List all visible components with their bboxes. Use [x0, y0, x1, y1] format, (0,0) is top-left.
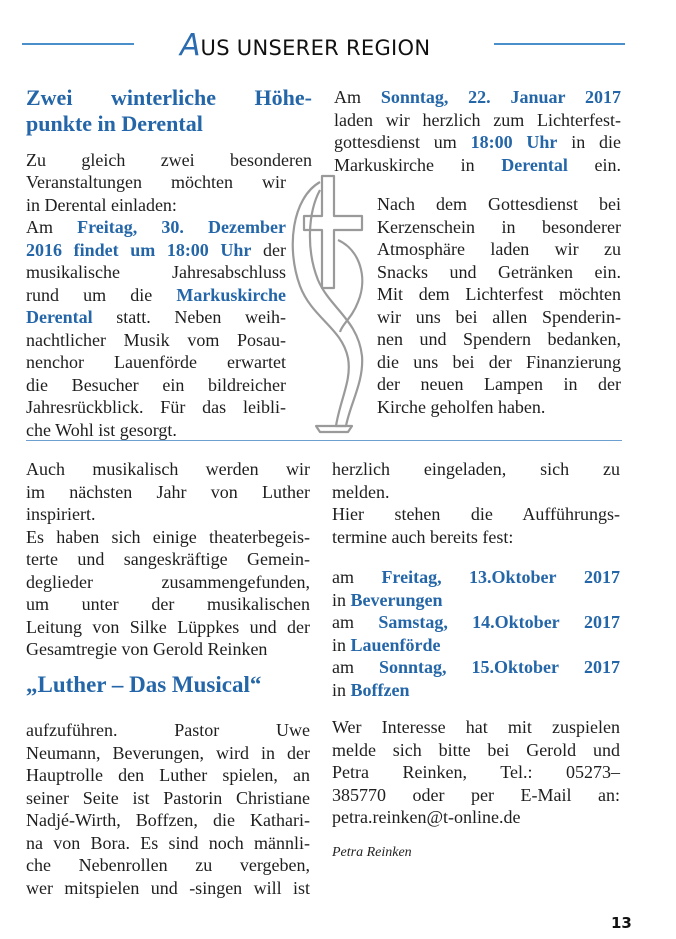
- text-line: in Derental einladen:: [26, 194, 177, 215]
- text-line: Jahresrückblick. Für das leibli-: [26, 397, 286, 417]
- article-heading-line1: Zwei winterliche Höhe-: [26, 85, 312, 110]
- text-line: [334, 131, 621, 154]
- text-line: [26, 239, 286, 262]
- text-line: [26, 216, 286, 239]
- text-line: im nächsten Jahr von Luther: [26, 481, 310, 502]
- highlight-place: Markuskirche: [176, 284, 286, 305]
- text-line: nenchor Lauenförde erwartet: [26, 352, 286, 372]
- article-sunday: [334, 86, 621, 176]
- luther-invite: [332, 458, 620, 548]
- text-line: termine auch bereits fest:: [332, 526, 514, 547]
- text-line: Kirche geholfen haben.: [377, 396, 546, 417]
- text-line: che Wohl ist gesorgt.: [26, 419, 177, 440]
- text-line: Zu gleich zwei besonderen: [26, 150, 312, 170]
- text-span: Am: [26, 217, 78, 237]
- page-number: 13: [611, 914, 632, 932]
- text-line: um unter der musikalischen: [26, 594, 310, 614]
- text-span: in die: [557, 132, 621, 152]
- text-line: laden wir herzlich zum Lichterfest-: [334, 109, 621, 130]
- text-line: Hauptrolle den Luther spielen, an: [26, 765, 310, 785]
- text-line: [26, 284, 286, 307]
- header-rule-left: [22, 43, 134, 45]
- luther-intro: [26, 458, 310, 661]
- text-line: 385770 oder per E-Mail an:: [332, 784, 620, 805]
- text-span: rund um die: [26, 284, 177, 305]
- text-line: Gesamtregie von Gerold Reinken: [26, 639, 268, 659]
- luther-cast: [26, 719, 310, 899]
- highlight-date: Sonntag, 22. Januar 2017: [380, 87, 622, 107]
- text-line: che Nebenrollen zu vergeben,: [26, 855, 310, 875]
- text-line: seiner Seite ist Pastorin Christiane: [26, 787, 310, 808]
- text-line: nen und Spendern bedanken,: [377, 329, 621, 349]
- text-span: am: [332, 567, 354, 587]
- text-line: nachtlicher Musik vom Posau-: [26, 329, 286, 350]
- highlight-place: Derental: [26, 307, 93, 327]
- header-rule-right: [494, 43, 625, 45]
- text-span: in: [332, 589, 351, 610]
- text-line: melden.: [332, 481, 390, 502]
- musical-title: „Luther – Das Musical“: [26, 672, 262, 697]
- text-line: Leitung von Silke Lüppkes und der: [26, 616, 310, 637]
- text-line: [26, 306, 286, 329]
- text-span: statt. Neben weih-: [92, 307, 286, 327]
- highlight-year: 2017: [583, 567, 620, 587]
- text-line: Es haben sich einige theaterbegeis-: [26, 526, 310, 547]
- article-concert: [26, 171, 286, 441]
- highlight-date: 15.Oktober: [471, 657, 559, 677]
- email-link[interactable]: petra.reinken@t-online.de: [332, 807, 521, 827]
- text-line: musikalische Jahresabschluss: [26, 262, 286, 282]
- text-line: Neumann, Beverungen, wird in der: [26, 742, 310, 763]
- text-line: Nadjé-Wirth, Boffzen, die Kathari-: [26, 810, 310, 830]
- text-line: Mit dem Lichterfest möchten: [377, 284, 621, 304]
- text-line: herzlich eingeladen, sich zu: [332, 459, 620, 479]
- text-span: am: [332, 657, 354, 677]
- highlight-place: Lauenförde: [350, 634, 441, 655]
- article-heading: [26, 85, 312, 137]
- text-line: aufzuführen. Pastor Uwe: [26, 720, 310, 740]
- highlight-day: Sonntag,: [378, 657, 447, 677]
- highlight-year: 2017: [583, 657, 620, 677]
- text-span: Markuskirche in: [334, 154, 502, 175]
- highlight-place: Boffzen: [350, 679, 410, 700]
- date-row: [332, 656, 620, 679]
- text-line: inspiriert.: [26, 504, 96, 524]
- section-divider: [26, 440, 622, 441]
- text-line: Nach dem Gottesdienst bei: [377, 194, 621, 214]
- text-line: [334, 86, 621, 109]
- text-span: gottesdienst um: [334, 132, 471, 152]
- highlight-place: Beverungen: [350, 589, 443, 610]
- text-line: Kerzenschein in besonderer: [377, 216, 621, 237]
- text-span: in: [332, 679, 351, 700]
- contact-info: [332, 716, 620, 829]
- text-line: Hier stehen die Aufführungs-: [332, 504, 620, 524]
- text-span: der: [251, 239, 287, 260]
- highlight-place: Derental: [501, 154, 568, 175]
- text-line: die Besucher ein bildreicher: [26, 374, 286, 395]
- performance-dates: [332, 566, 620, 701]
- highlight-date: Freitag, 30. Dezember: [77, 217, 287, 237]
- text-span: ein.: [567, 154, 621, 175]
- date-place: [332, 589, 620, 612]
- text-line: Petra Reinken, Tel.: 05273–: [332, 762, 620, 782]
- text-span: in: [332, 634, 351, 655]
- highlight-date: 13.Oktober: [469, 567, 557, 587]
- text-line: [334, 154, 621, 177]
- highlight-time: 18:00 Uhr: [470, 132, 558, 152]
- text-line: der neuen Lampen in der: [377, 374, 621, 394]
- text-span: Am: [334, 87, 381, 107]
- text-line: die uns bei der Finanzierung: [377, 351, 621, 372]
- text-span: am: [332, 612, 354, 632]
- text-line: Atmosphäre laden wir zu: [377, 239, 621, 259]
- highlight-day: Freitag,: [381, 567, 442, 587]
- highlight-year: 2017: [584, 612, 620, 632]
- section-header-initial: A: [180, 28, 201, 63]
- section-header: [180, 28, 430, 63]
- highlight-time: 2016 findet um 18:00 Uhr: [26, 239, 252, 260]
- author-signature: Petra Reinken: [332, 845, 412, 860]
- text-line: wer mitspielen und -singen will ist: [26, 877, 310, 898]
- text-line: wir uns bei allen Spenderin-: [377, 306, 621, 327]
- text-line: deglieder zusammengefunden,: [26, 571, 310, 592]
- date-row: [332, 611, 620, 634]
- section-header-title: US UNSERER REGION: [200, 36, 431, 60]
- text-line: terte und sangeskräftige Gemein-: [26, 549, 310, 569]
- highlight-date: 14.Oktober: [472, 612, 560, 632]
- cross-logo-icon: [282, 168, 382, 436]
- date-row: [332, 566, 620, 589]
- text-line: Auch musikalisch werden wir: [26, 459, 310, 479]
- date-place: [332, 634, 620, 657]
- text-line: na von Bora. Es sind noch männli-: [26, 832, 310, 853]
- text-line: Snacks und Getränken ein.: [377, 261, 621, 282]
- text-line: Wer Interesse hat mit zuspielen: [332, 717, 620, 737]
- highlight-day: Samstag,: [378, 612, 448, 632]
- text-line: melde sich bitte bei Gerold und: [332, 739, 620, 760]
- text-line: Veranstaltungen möchten wir: [26, 172, 286, 192]
- article-after-service: [377, 193, 621, 418]
- date-place: [332, 679, 620, 702]
- article-heading-line2: punkte in Derental: [26, 111, 203, 136]
- article-intro: [26, 149, 312, 172]
